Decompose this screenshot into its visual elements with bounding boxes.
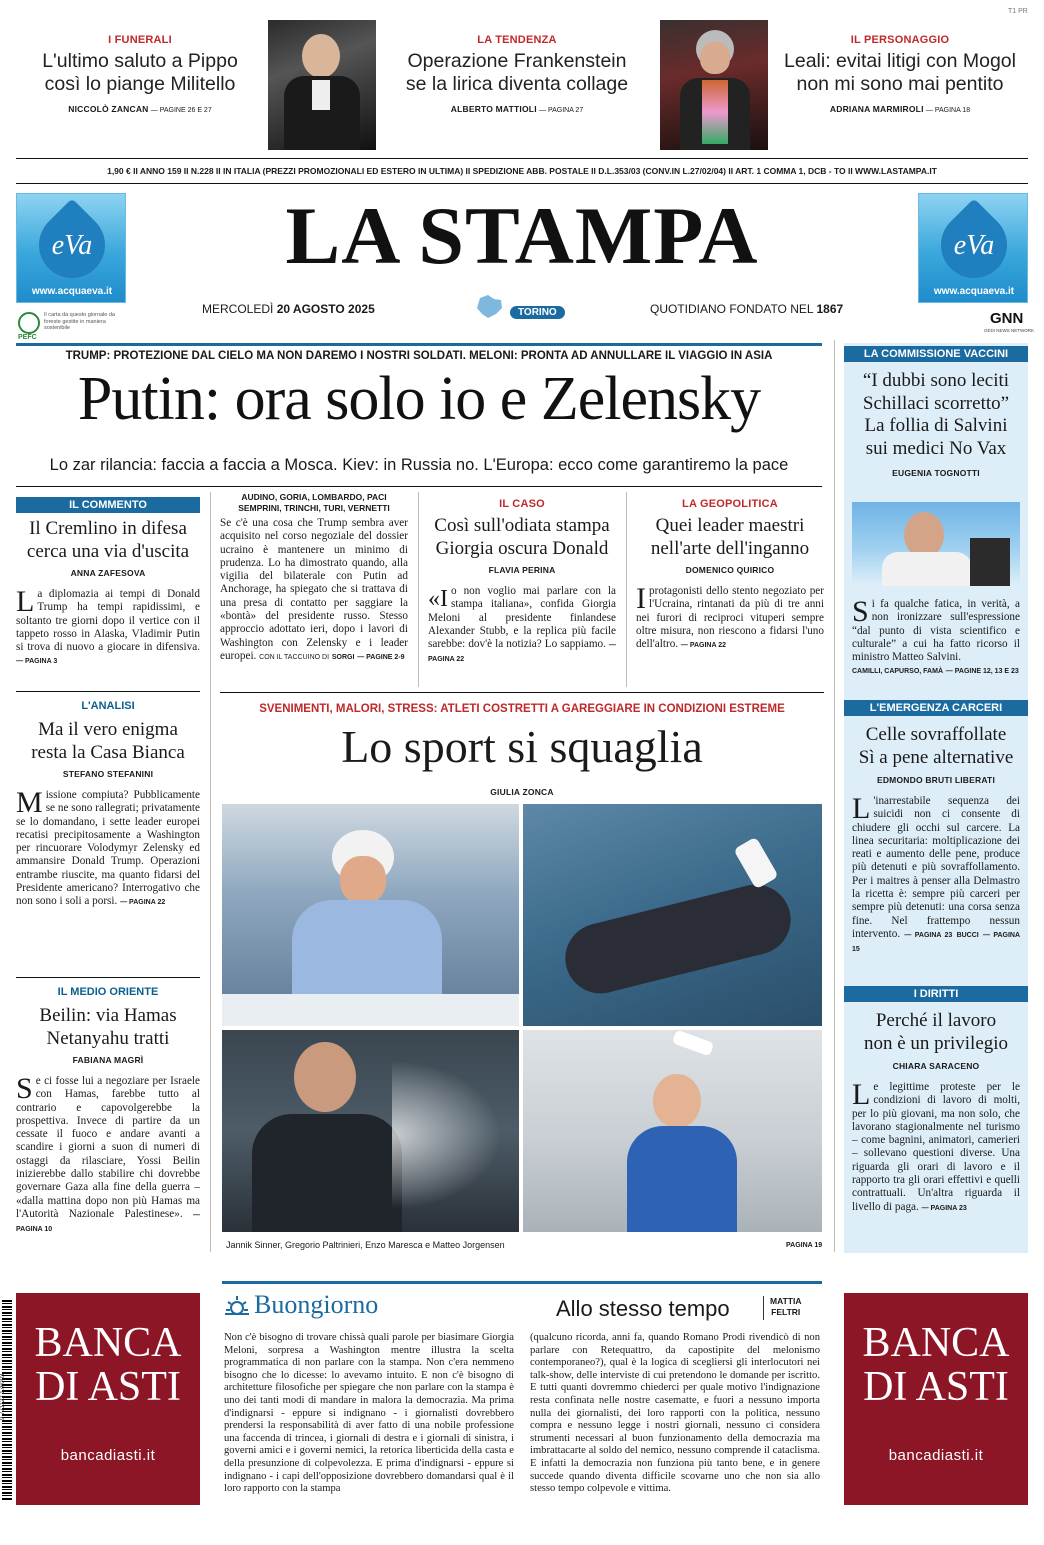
title-line: Così sull'odiata stampa (434, 515, 610, 536)
coach-head (294, 1042, 356, 1112)
founded-prefix: QUOTIDIANO FONDATO NEL (650, 302, 814, 316)
page-ref: — PAGINA 23 (904, 931, 953, 939)
title-line: resta la Casa Bianca (31, 742, 185, 763)
article-title (428, 514, 616, 560)
mist-spray (392, 1060, 502, 1210)
diritti-article[interactable] (844, 986, 1028, 1215)
gnn-logo: GNN (990, 310, 1024, 327)
article-author: CHIARA SARACENO (892, 1061, 980, 1071)
article-body (428, 585, 616, 667)
eva-ad-left[interactable] (16, 193, 126, 303)
teaser-kicker: IL PERSONAGGIO (850, 34, 950, 46)
teaser-tendenza[interactable] (392, 34, 642, 114)
divider (16, 977, 200, 978)
title-line: Celle sovraffollate (865, 724, 1007, 745)
dropcap: L (16, 585, 35, 618)
banca-url: bancadiasti.it (888, 1447, 984, 1464)
title-line: Il Cremlino in difesa (29, 518, 187, 539)
teaser-title: Operazione Frankenstein (407, 50, 627, 72)
title-line: “I dubbi sono leciti (862, 370, 1010, 391)
person-scarf (702, 80, 728, 144)
buongiorno-col2: (qualcuno ricorda, anni fa, quando Romano Prodi rivendicò di non parlare con Retequattro, da capostipite del melonismo contemporaneo?), qual è la logica di scegliersi gli interlocutori nei talk-show, delle interviste di cui pretendono le domande per iscritto. E tutti quanti dovremmo chiederci per quale motivo l'indignazione resta confinata nelle nostre casematte, e fuori a nessuno importa nulla dei giornalisti, dei loro rapporti con la politica, nessuno compra e nessuno legge i nostri giornali, nessuno ci considera strumenti necessari al buon funzionamento della democrazia ma imbrattacarte al soldo del nemico, nessuno comprende il cataclisma. E infatti la democrazia non funziona più tanto bene, e in genere succede quando diventa difficile scovarne uno che non sia allo stesso tempo colpevole e vittima. (530, 1332, 820, 1495)
title-line: Perché il lavoro (875, 1010, 997, 1031)
column-rule (834, 340, 835, 1252)
masthead-title[interactable]: LA STAMPA (285, 190, 759, 281)
title-line: Sì a pene alternative (858, 747, 1014, 768)
article-author: ANNA ZAFESOVA (70, 568, 146, 578)
masthead-founded (650, 302, 843, 316)
water-bottle (672, 1030, 714, 1056)
vaccini-body (852, 595, 1020, 679)
salvini-photo (852, 502, 1020, 586)
buongiorno-col1: Non c'è bisogno di trovare chissà quali parole per biasimare Giorgia Meloni, sorpresa a Washington mentre illustra la scelta programmatica di non parlare con la stampa. Non c'era nemmeno bisogno che lo dicesse: lo avevamo intuito. E non c'è bisogno di architetture filosofiche per spiegare che non parlare con la stampa è uno dei tanti modi di mandare in malora la democrazia. Ma prima d'indignarsi - eppure si indignano - i giornalisti dovrebbero prendersi la responsabilità di aver fatto di una nobile professione una faccenda di trincea, i giornali di destra e i giornali di sinistra, i governi amici e i governi nemici, la retorica liberticida della casta e della presunzione di colpevolezza. E prima d'indignarsi - eppure si indignano - i capi dell'opposizione dovrebbero domandarsi qual è il loro rapporto con la stampa (224, 1332, 514, 1495)
barcode-text: 9 771122 176003 (0, 1373, 6, 1420)
title-line: Ma il vero enigma (38, 719, 178, 740)
vaccini-article[interactable] (844, 346, 1028, 478)
body-text: a diplomazia ai tempi di Donald Trump ha tempi rapidissimi, e soltanto tre giorni dopo il vertice con il tappeto rosso in Alaska, Vladimir Putin si trova di nuovo a giocare in difensiva. (16, 588, 200, 654)
banca-line2: DI ASTI (863, 1364, 1009, 1410)
title-line: nell'arte dell'inganno (650, 538, 810, 559)
body-text: e ci fosse lui a negoziare per Israele con Hamas, farebbe tutto al contrario e capovolgerebbe la prospettiva. Invece di partire da un cessate il fuoco e andare avanti a scandire i giorni a suon di numeri di ostaggi da rilasciare, Yossi Beilin inizierebbe dallo stabilire chi dovrebbe governare Gaza alla fine della guerra – «dalla mattina dopo non più Hamas ma l'Autorità Nazionale Palestinese». (16, 1075, 200, 1220)
main-kicker: TRUMP: PROTEZIONE DAL CIELO MA NON DAREMO I NOSTRI SOLDATI. MELONI: PRONTA AD ANNULLARE IL VIAGGIO IN ASIA (65, 350, 773, 362)
author-last: FELTRI (771, 1307, 801, 1317)
article-title (636, 514, 824, 560)
person-shirt (882, 552, 972, 586)
column-rule (210, 492, 211, 1252)
piemonte-map-icon (474, 294, 504, 320)
title-line: Quei leader maestri (655, 515, 805, 536)
main-headline[interactable]: Putin: ora solo io e Zelensky (77, 365, 761, 433)
page-ref: — PAGINE 2-9 (357, 653, 405, 661)
section-label: IL COMMENTO (16, 497, 200, 513)
person-head (700, 42, 730, 74)
column-rule (418, 492, 419, 687)
title-line: Beilin: via Hamas (39, 1005, 177, 1026)
article-title (16, 718, 200, 764)
main-story-authors: AUDINO, GORIA, LOMBARDO, PACI SEMPRINI, TRINCHI, TURI, VERNETTI (238, 492, 390, 513)
buongiorno-author (770, 1296, 801, 1318)
eva-brand: eVa (953, 230, 995, 261)
article-author: DOMENICO QUIRICO (685, 565, 775, 575)
article-title (16, 1004, 200, 1050)
pefc-text: Il carta da questo giornale da foreste gestite in maniera sostenibile (44, 312, 115, 331)
medio-oriente-article[interactable] (16, 986, 200, 1237)
teaser-title: così lo piange Militello (44, 73, 236, 95)
page-ref: — PAGINA 22 (680, 642, 727, 650)
banca-url: bancadiasti.it (60, 1447, 156, 1464)
teaser-pages: — PAGINA 18 (925, 107, 971, 114)
title-line: non è un privilegio (863, 1033, 1009, 1054)
eva-ad-right[interactable] (918, 193, 1028, 303)
page-ref: — PAGINA 23 (921, 1204, 967, 1212)
sport-author: GIULIA ZONCA (490, 787, 554, 797)
pefc-label: PEFC (18, 334, 37, 341)
page-ref: — PAGINA 3 (16, 658, 58, 666)
commento-article[interactable] (16, 497, 200, 669)
title-separator (763, 1296, 764, 1320)
sinner-photo (222, 804, 519, 1026)
body-text: i fa qualche fatica, in verità, a non ironizzare sull'espressione “dal punto di vista scientifico e culturale” a cui ha fatto ricorso il ministro Matteo Salvini. (852, 598, 1020, 664)
personaggio-photo (660, 20, 768, 150)
divider (16, 691, 200, 692)
body-text: e legittime proteste per le condizioni di lavoro di molti, per lo più giovani, ma non solo, che lavorano stagionalmente nel turismo – come bagnini, animatori, camerieri – sollevano questioni diverse. Una riguarda gli orari di lavoro e il rapporto tra gli orari effettivi e quelli contrattuali. Un'altra riguarda il livello di paga. (852, 1081, 1020, 1213)
gnn-sub: GEDI NEWS NETWORK (984, 328, 1035, 333)
dropcap: «I (428, 586, 448, 612)
divider (220, 692, 824, 693)
author-first: MATTIA (770, 1296, 802, 1306)
pefc-icon (18, 312, 40, 334)
dropcap: S (16, 1072, 33, 1105)
founded-year: 1867 (816, 302, 844, 316)
section-label: L'EMERGENZA CARCERI (844, 700, 1028, 716)
title-line: Giorgia oscura Donald (435, 538, 609, 559)
divider (16, 486, 822, 487)
buongiorno-title[interactable]: Allo stesso tempo (556, 1296, 730, 1321)
section-label: LA COMMISSIONE VACCINI (844, 346, 1028, 362)
teaser-personaggio[interactable] (770, 34, 1030, 114)
microphone (970, 538, 1010, 586)
bench (222, 994, 519, 1026)
section-label: L'ANALISI (81, 700, 135, 712)
teaser-title: Leali: evitai litigi con Mogol (784, 50, 1016, 72)
title-line: Netanyahu tratti (46, 1028, 170, 1049)
teaser-kicker: I FUNERALI (108, 34, 172, 46)
teaser-author: ALBERTO MATTIOLI (450, 104, 537, 114)
main-story-column[interactable] (220, 492, 408, 664)
banca-asti-ad-right[interactable] (844, 1293, 1028, 1505)
masthead-date (202, 302, 375, 316)
teaser-pages: — PAGINE 26 E 27 (150, 107, 212, 114)
banca-asti-ad-left[interactable] (16, 1293, 200, 1505)
cyclist-jersey (627, 1126, 737, 1232)
article-author: STEFANO STEFANINI (62, 769, 154, 779)
athlete-head (340, 856, 386, 904)
page-ref: — PAGINA 10 (16, 1211, 201, 1234)
geopolitica-article[interactable] (636, 498, 824, 652)
paltrinieri-photo (523, 804, 822, 1026)
eva-url: www.acquaeva.it (933, 286, 1015, 297)
photo-caption: Jannik Sinner, Gregorio Paltrinieri, Enzo Maresca e Matteo Jorgensen (226, 1240, 505, 1250)
caso-article[interactable] (428, 498, 616, 667)
teaser-title: se la lirica diventa collage (405, 73, 629, 95)
teaser-title: L'ultimo saluto a Pippo (42, 50, 238, 72)
body-text: issione compiuta? Pubblicamente se ne sono rallegrati; privatamente se lo domandano, i sette leader europei recatisi precipitosamente a Washington per rincuorare Volodymyr Zelensky ed ammansire Donald Trump. Operazioni entrambe riuscite, ma quanto fidarsi del Presidente americano? Interrogativo che non sono i soli a porsi. (16, 789, 200, 908)
eva-url: www.acquaeva.it (31, 286, 113, 297)
teaser-funerali[interactable] (40, 34, 240, 114)
body-text: Se c'è una cosa che Trump sembra aver acquisito nel corso negoziale del dossier ucraino è mantenere un minimo di prudenza. Lo ha dimostrato quando, alla vigilia del bilaterale con Putin ad Anchorage, ha spiegato che si trattava di una presa di contatto per saggiare la «bontà» del presidente russo. Stesso approccio adottato ieri, dopo i lavori di Washington con Zelensky e i leader europei. (220, 517, 408, 662)
title-line: La follia di Salvini (864, 415, 1008, 436)
teaser-author: NICCOLÒ ZANCAN (68, 104, 149, 114)
page-code: T1 PR (1008, 8, 1028, 15)
sun-icon (224, 1294, 250, 1316)
analisi-article[interactable] (16, 700, 200, 910)
banca-line1: BANCA (34, 1320, 182, 1366)
section-label: LA GEOPOLITICA (682, 498, 778, 510)
info-line: 1,90 € II ANNO 159 II N.228 II IN ITALIA (PREZZI PROMOZIONALI ED ESTERO IN ULTIMA) II SPEDIZIONE ABB. POSTALE II D.L.353/03 (CONV.IN L.27/02/04) II ART. 1 COMMA 1, DCB - TO II WWW.LASTAMPA.IT (107, 166, 937, 176)
article-title (16, 517, 200, 563)
divider (16, 158, 1028, 159)
divider-blue (16, 343, 822, 346)
jorgensen-photo (523, 1030, 822, 1232)
extra-author: BUCCI (956, 931, 979, 939)
city-badge: TORINO (510, 306, 565, 319)
page-ref: — PAGINE 12, 13 E 23 (945, 668, 1019, 676)
article-body (636, 582, 824, 652)
main-story-body (220, 517, 408, 664)
taccuino-note: CON IL TACCUINO DI (259, 653, 330, 661)
taccuino-author: SORGI (331, 653, 355, 661)
main-subhead: Lo zar rilancia: faccia a faccia a Mosca. Kiev: in Russia no. L'Europa: ecco come garantiremo la pace (49, 456, 789, 474)
date-value: 20 AGOSTO 2025 (276, 302, 375, 316)
page-ref: — PAGINA 22 (120, 899, 166, 907)
dropcap: I (636, 582, 646, 615)
article-title (844, 370, 1028, 460)
eva-brand: eVa (51, 230, 93, 261)
article-body (16, 1072, 201, 1237)
photo-page-ref: PAGINA 19 (786, 1242, 823, 1249)
water-bottle (733, 837, 779, 890)
article-author: FLAVIA PERINA (488, 565, 556, 575)
carceri-article[interactable] (844, 700, 1028, 957)
person-head (302, 34, 340, 78)
article-author: FABIANA MAGRÌ (72, 1055, 144, 1065)
divider-blue (222, 1281, 822, 1284)
dropcap: S (852, 595, 869, 628)
date-prefix: MERCOLEDÌ (202, 302, 274, 316)
title-line: Schillaci scorretto” (862, 392, 1010, 414)
swimmer-body (558, 877, 798, 1001)
section-label: IL CASO (499, 498, 545, 510)
person-shirt (312, 80, 330, 110)
teaser-kicker: LA TENDENZA (477, 34, 557, 46)
section-label: IL MEDIO ORIENTE (57, 986, 159, 998)
article-body (852, 792, 1021, 957)
article-author: EUGENIA TOGNOTTI (892, 468, 980, 478)
dropcap: L (852, 1078, 871, 1111)
column-rule (626, 492, 627, 687)
article-title (844, 723, 1028, 769)
buongiorno-label: Buongiorno (254, 1290, 379, 1319)
dropcap: M (16, 786, 43, 819)
teaser-author: ADRIANA MARMIROLI (829, 104, 924, 114)
title-line: sui medici No Vax (865, 437, 1007, 459)
article-body (852, 1078, 1020, 1215)
teaser-title: non mi sono mai pentito (796, 73, 1004, 95)
banca-line1: BANCA (862, 1320, 1010, 1366)
section-label: I DIRITTI (844, 986, 1028, 1002)
article-title (844, 1009, 1028, 1055)
body-text: protagonisti dello stento negoziato per l'Ucraina, rintanati da più di tre anni nei furori di reciproci vituperi sempre oltre misura, non riescono a fidarsi l'uno dell'altro. (636, 585, 824, 651)
extra-page-ref: — PAGINA 15 (852, 931, 1021, 954)
related-authors: CAMILLI, CAPURSO, FAMÀ (852, 668, 943, 676)
divider (16, 183, 1028, 184)
sport-headline[interactable]: Lo sport si squaglia (341, 721, 703, 772)
banca-line2: DI ASTI (35, 1364, 181, 1410)
coach-body (252, 1114, 402, 1232)
sport-kicker: SVENIMENTI, MALORI, STRESS: ATLETI COSTRETTI A GAREGGIARE IN CONDIZIONI ESTREME (259, 703, 785, 715)
body-text: o non voglio mai parlare con la stampa italiana», confida Giorgia Meloni al presidente finlandese Alexander Stubb, e la replica più facile sarebbe: dov'è la notizia? Lo sappiamo. (428, 585, 616, 651)
title-line: cerca una via d'uscita (26, 541, 190, 562)
cyclist-head (653, 1074, 701, 1128)
funerali-photo (268, 20, 376, 150)
article-author: EDMONDO BRUTI LIBERATI (876, 775, 996, 785)
dropcap: L (852, 792, 871, 825)
body-text: 'inarrestabile sequenza dei suicidi non ci consente di chiudere gli occhi sul carcere. La linea securitaria: moltiplicazione dei reati e aumento delle pene, produce più detenuti e più sovraffollamento. Per i maitres à penser alla Delmastro la ricetta è: sempre più carceri per sempre più detenuti: una corsa senza fine. Nel frattempo nessun intervento. (852, 795, 1020, 940)
article-body (16, 786, 200, 910)
article-body (16, 585, 200, 669)
teaser-pages: — PAGINA 27 (539, 107, 584, 114)
maresca-photo (222, 1030, 519, 1232)
page-ref: — PAGINA 22 (428, 642, 616, 664)
